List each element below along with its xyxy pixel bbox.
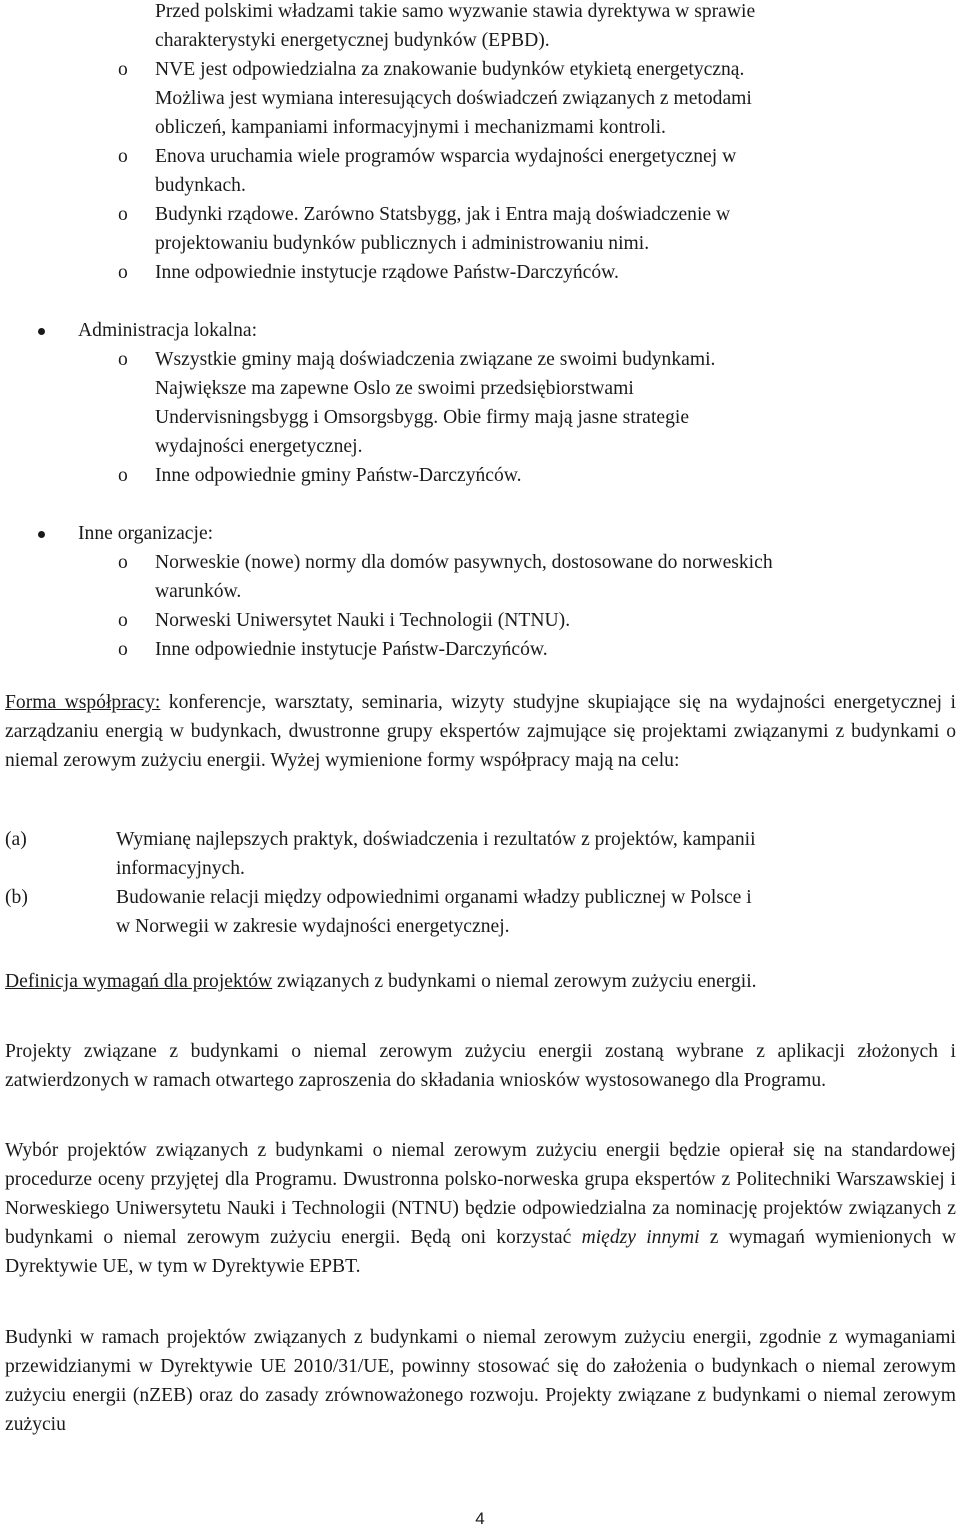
paragraph-1: Projekty związane z budynkami o niemal zerowym zużyciu energii zostaną wybrane z aplikacji złożonych i zatwierdzonych w ramach otwartego zaproszenia do składania wniosków wystosowanego dla Programu. <box>5 1041 956 1091</box>
list-item-inne-org <box>118 635 938 664</box>
paragraph-forma <box>5 688 956 775</box>
list-item-budynki <box>118 200 938 229</box>
list-item-inne-gminy <box>118 461 938 490</box>
list-item-text: Norweski Uniwersytet Nauki i Technologii (NTNU). <box>155 610 571 631</box>
list-item-text: Inne odpowiednie gminy Państw-Darczyńców. <box>155 465 522 486</box>
list-marker: o <box>118 610 128 631</box>
paragraph-3: Budynki w ramach projektów związanych z budynkami o niemal zerowym zużyciu energii, zgodnie z wymaganiami przewidzianymi w Dyrektywie UE 2010/31/UE, powinny stosować się do założenia o budynkach o niemal zerowym zużyciu energii (nZEB) oraz do zasady zrównoważonego rozwoju. Projekty związane z budynkami o niemal zerowym zużyciu <box>5 1327 956 1435</box>
definicja-text: związanych z budynkami o niemal zerowym zużyciu energii. <box>272 971 757 992</box>
forma-text: konferencje, warsztaty, seminaria, wizyty studyjne skupiające się na wydajności energetycznej i zarządzaniu energią w budynkach, dwustronne grupy ekspertów zajmujące się projektami związanymi z budynkami o niemal zerowym zużyciu energii. Wyżej wymienione formy współpracy mają na celu: <box>5 692 956 771</box>
list-marker: o <box>118 349 128 370</box>
text-line: projektowaniu budynków publicznych i administrowaniu nimi. <box>155 233 650 254</box>
list-item-inne-instytucje <box>118 258 938 287</box>
text-line: obliczeń, kampaniami informacyjnymi i mechanizmami kontroli. <box>155 117 666 138</box>
list-item-text: Budynki rządowe. Zarówno Statsbygg, jak i Entra mają doświadczenie w <box>155 204 731 225</box>
italic-phrase: między innymi <box>581 1227 700 1248</box>
list-marker: o <box>118 146 128 167</box>
text-line: budynkach. <box>155 175 246 196</box>
list-item-text: Wymianę najlepszych praktyk, doświadczenia i rezultatów z projektów, kampanii informacyjnych. <box>116 829 756 879</box>
section-heading: Inne organizacje: <box>78 523 214 544</box>
list-marker: o <box>118 552 128 573</box>
paragraph-2: Wybór projektów związanych z budynkami o niemal zerowym zużyciu energii będzie opierał się na standardowej procedurze oceny przyjętej dla Programu. Dwustronna polsko-norweska grupa ekspertów z Politechniki Warszawskiej i Norweskiego Uniwersytetu Nauki i Technologii (NTNU) będzie odpowiedzialna za nominację projektów związanych z budynkami o niemal zerowym zużyciu energii. Będą oni korzystać między innymi z wymagań wymienionych w Dyrektywie UE, w tym w Dyrektywie EPBT. <box>5 1140 956 1277</box>
list-marker: o <box>118 262 128 283</box>
text-line: Przed polskimi władzami takie samo wyzwanie stawia dyrektywa w sprawie <box>155 1 756 22</box>
text-line: charakterystyki energetycznej budynków (EPBD). <box>155 30 550 51</box>
bullet-admin <box>38 316 257 345</box>
list-item-normy <box>118 548 938 577</box>
text-line: Największe ma zapewne Oslo ze swoimi przedsiębiorstwami <box>155 378 634 399</box>
list-marker: (b) <box>5 887 28 908</box>
paragraph-definicja <box>5 967 956 996</box>
definicja-label: Definicja wymagań dla projektów <box>5 971 273 992</box>
bullet-icon <box>38 328 45 335</box>
bullet-org <box>38 519 213 548</box>
list-item-nve <box>118 55 938 84</box>
list-item-text: Wszystkie gminy mają doświadczenia związane ze swoimi budynkami. <box>155 349 716 370</box>
list-item-text: Budowanie relacji między odpowiednimi organami władzy publicznej w Polsce i w Norwegii w zakresie wydajności energetycznej. <box>116 887 752 937</box>
text-line: Undervisningsbygg i Omsorgsbygg. Obie firmy mają jasne strategie <box>155 407 690 428</box>
list-marker: o <box>118 204 128 225</box>
page-number: 4 <box>475 1509 485 1528</box>
list-marker: o <box>118 59 128 80</box>
list-item-text: Inne odpowiednie instytucje Państw-Darczyńców. <box>155 639 548 660</box>
list-item-a <box>5 825 956 883</box>
forma-label: Forma współpracy: <box>5 692 161 713</box>
list-item-text: Enova uruchamia wiele programów wsparcia wydajności energetycznej w <box>155 146 737 167</box>
list-marker: o <box>118 465 128 486</box>
list-item-enova <box>118 142 938 171</box>
text-line: warunków. <box>155 581 242 602</box>
text-line: Możliwa jest wymiana interesujących doświadczeń związanych z metodami <box>155 88 752 109</box>
list-item-gminy <box>118 345 938 374</box>
list-item-text: Inne odpowiednie instytucje rządowe Państw-Darczyńców. <box>155 262 619 283</box>
text-line: wydajności energetycznej. <box>155 436 363 457</box>
section-heading: Administracja lokalna: <box>78 320 258 341</box>
list-item-b <box>5 883 956 941</box>
list-item-ntnu <box>118 606 938 635</box>
list-marker: o <box>118 639 128 660</box>
list-marker: (a) <box>5 829 27 850</box>
bullet-icon <box>38 531 45 538</box>
list-item-text: Norweskie (nowe) normy dla domów pasywnych, dostosowane do norweskich <box>155 552 773 573</box>
list-item-text: NVE jest odpowiedzialna za znakowanie budynków etykietą energetyczną. <box>155 59 745 80</box>
